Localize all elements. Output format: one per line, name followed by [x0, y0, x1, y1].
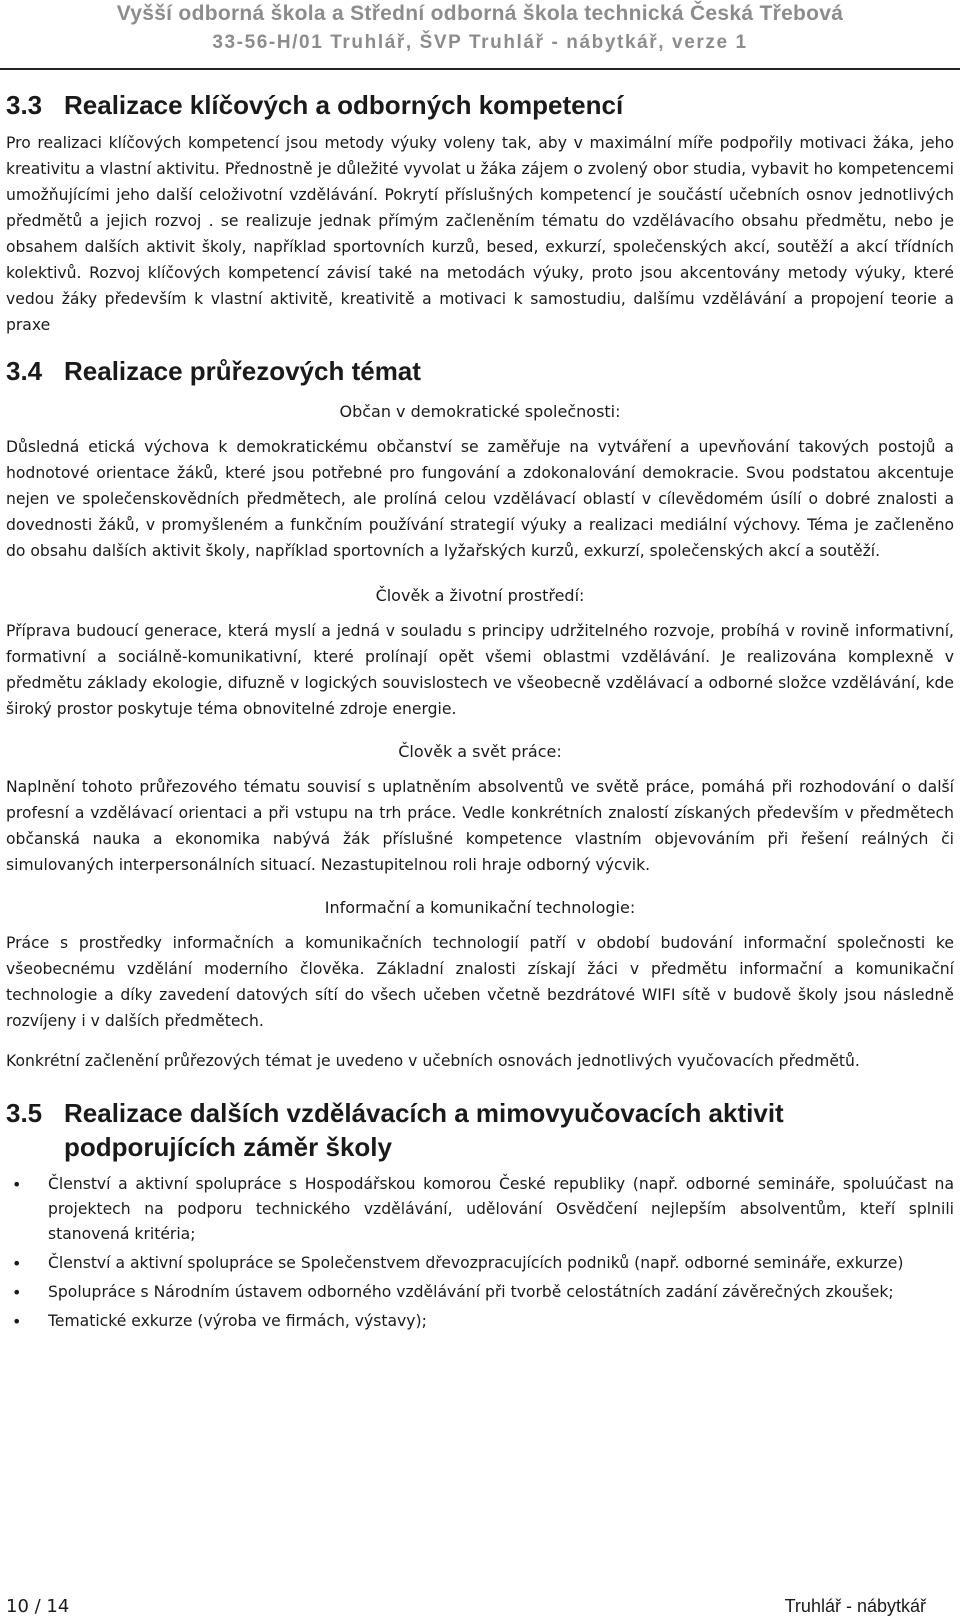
- header-divider: [0, 68, 960, 70]
- paragraph: Práce s prostředky informačních a komunikačních technologií patří v období budování informační společnosti ke všeobecnému vzdělání moderního člověka. Základní znalosti získají žáci v předmětu informační a komunikační technologie a díky zavedení datových sítí do všech učeben včetně bezdrátové WIFI sítě v budově školy jsou následně rozvíjeny i v dalších předmětech.: [6, 934, 954, 1030]
- paragraph: Pro realizaci klíčových kompetencí jsou metody výuky voleny tak, aby v maximální míře podpořily motivaci žáka, jeho kreativitu a vlastní aktivitu. Přednostně je důležité vyvolat u žáka zájem o zvolený obor studia, vybavit ho kompetencemi umožňujícími jeho další celoživotní vzdělávání. Pokrytí příslušných kompetencí je součástí učebních osnov jednotlivých předmětů a jejich rozvoj . se realizuje jednak přímým začleněním tématu do vzdělávacího obsahu předmětu, nebo je obsahem dalších aktivit školy, například sportovních kurzů, besed, exkurzí, společenských akcí, soutěží a akcí třídních kolektivů. Rozvoj klíčových kompetencí závisí také na metodách výuky, proto jsou akcentovány metody výuky, které vedou žáky především k vlastní aktivitě, kreativitě a motivaci k samostudiu, dalšímu vzdělávání a propojení teorie a praxe: [6, 134, 954, 334]
- section-title-line1: Realizace dalších vzdělávacích a mimovyučovacích aktivit: [64, 1098, 784, 1128]
- document-content: [6, 82, 954, 1338]
- paragraph: Příprava budoucí generace, která myslí a jedná v souladu s principy udržitelného rozvoje, probíhá v rovině informativní, formativní a sociálně-komunikativní, které prolínají opět všemi oblastmi vzdělávání. Je realizována komplexně v předmětu základy ekologie, difuzně v logických souvislostech ve všeobecně vzdělávací a odborné složce vzdělávání, kde široký prostor poskytuje téma obnovitelné zdroje energie.: [6, 622, 954, 718]
- section-heading-3-5: [6, 1096, 954, 1130]
- paragraph: Důsledná etická výchova k demokratickému občanství se zaměřuje na vytváření a upevňování takových postojů a hodnotové orientace žáků, které jsou potřebné pro fungování a zdokonalování demokracie. Svou podstatou akcentuje nejen ve společenskovědních předmětech, ale prolíná celou vzdělávací oblastí v cílevědomém úsílí o dobré znalosti a dovednosti žáků, v promyšleném a funkčním používání strategií výuky a realizaci mediální výchovy. Téma je začleněno do obsahu dalších aktivit školy, například sportovních a lyžařských kurzů, exkurzí, společenských akcí a soutěží.: [6, 438, 954, 560]
- section-number: 3.3: [6, 90, 43, 120]
- section-title: Realizace průřezových témat: [64, 356, 421, 386]
- topic-heading: Člověk a životní prostředí:: [375, 586, 585, 605]
- list-item: • Členství a aktivní spolupráce se Společenstvem dřevozpracujících podniků (např. odborné semináře, exkurze): [6, 1251, 954, 1276]
- topic-heading: Člověk a svět práce:: [398, 742, 562, 761]
- paragraph: Konkrétní začlenění průřezových témat je uvedeno v učebních osnovách jednotlivých vyučovacích předmětů.: [6, 1052, 860, 1070]
- section-heading-3-4: [6, 354, 954, 388]
- list-item: • Tematické exkurze (výroba ve firmách, výstavy);: [6, 1309, 954, 1334]
- section-number: 3.4: [6, 356, 43, 386]
- list-item: • Spolupráce s Národním ústavem odborného vzdělávání při tvorbě celostátních zadání závěrečných zkoušek;: [6, 1280, 954, 1305]
- section-number: 3.5: [6, 1098, 43, 1128]
- section-heading-3-3: [6, 88, 954, 122]
- activity-list: [6, 1172, 954, 1334]
- paragraph: Naplnění tohoto průřezového tématu souvisí s uplatněním absolventů ve světě práce, pomáhá při rozhodování o další profesní a vzdělávací orientaci a při vstupu na trh práce. Vedle konkrétních znalostí získaných především v předmětech občanská nauka a ekonomika nabývá žák příslušné kompetence vlastním objevováním při řešení reálných či simulovaných interpersonálních situací. Nezastupitelnou roli hraje odborný výcvik.: [6, 778, 954, 874]
- page-number: 10 / 14: [6, 1596, 70, 1617]
- topic-heading: Informační a komunikační technologie:: [324, 898, 636, 917]
- topic-heading: Občan v demokratické společnosti:: [339, 402, 621, 421]
- footer-title: Truhlář - nábytkář: [784, 1596, 926, 1616]
- list-item: • Členství a aktivní spolupráce s Hospodářskou komorou České republiky (např. odborné semináře, spoluúčast na projektech na podporu technického vzdělávání, udělování Osvědčení nejlepším absolventům, kteří splnili stanovená kritéria;: [6, 1172, 954, 1247]
- section-title-line2: podporujících záměr školy: [64, 1132, 392, 1162]
- section-title: Realizace klíčových a odborných kompetencí: [64, 90, 624, 120]
- header-school-name: Vyšší odborná škola a Střední odborná škola technická Česká Třebová: [116, 2, 844, 25]
- header-program: 33-56-H/01 Truhlář, ŠVP Truhlář - nábytkář, verze 1: [212, 32, 748, 53]
